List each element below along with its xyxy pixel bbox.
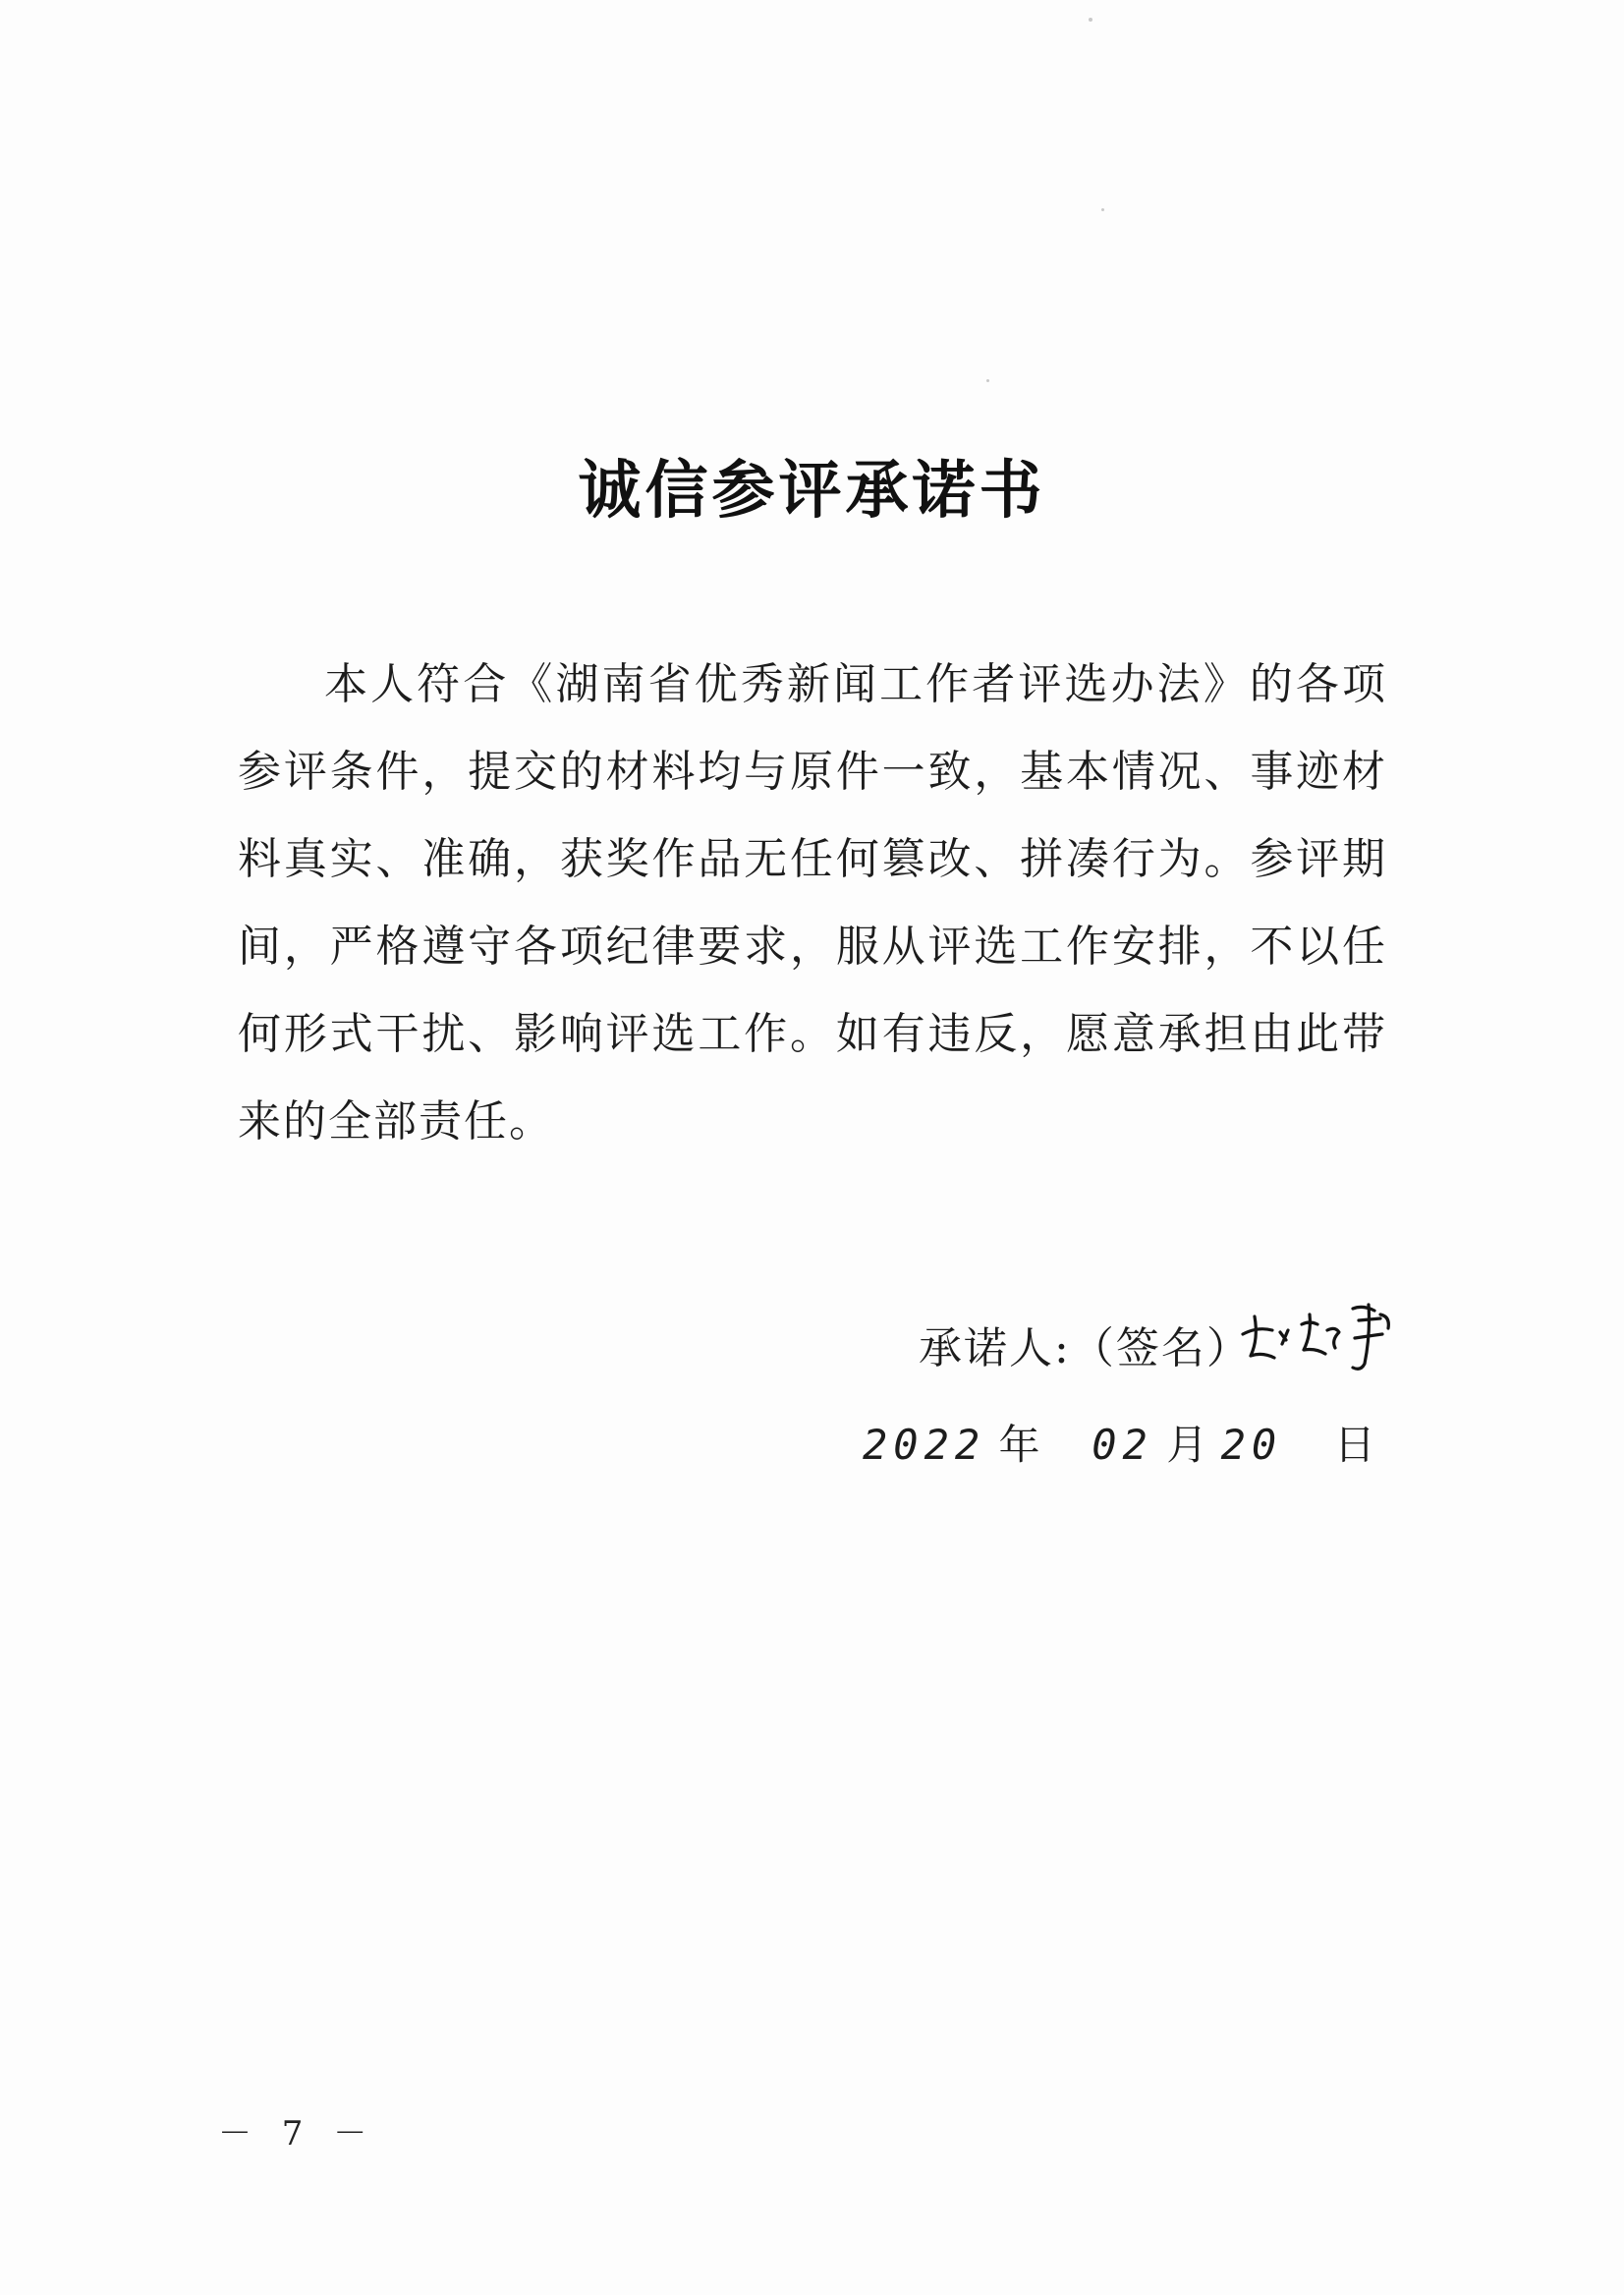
date-month-unit: 月 bbox=[1166, 1421, 1208, 1469]
signature-label-text: 承诺人:（签名） bbox=[919, 1323, 1252, 1373]
page-number: － 7 － bbox=[218, 2114, 377, 2154]
scan-speck bbox=[986, 379, 989, 382]
date-year: 2022 bbox=[863, 1421, 986, 1469]
date-day: 20 bbox=[1220, 1421, 1283, 1469]
date-month: 02 bbox=[1092, 1421, 1153, 1469]
page-title: 诚信参评承诺书 bbox=[578, 455, 1046, 528]
date-year-unit: 年 bbox=[998, 1421, 1040, 1469]
handwritten-signature bbox=[1233, 1295, 1429, 1383]
scan-speck bbox=[1101, 208, 1104, 211]
signature-label bbox=[919, 1313, 1252, 1375]
date-day-unit: 日 bbox=[1333, 1421, 1375, 1469]
date-line bbox=[863, 1413, 1375, 1472]
commitment-paragraph: 本人符合《湖南省优秀新闻工作者评选办法》的各项参评条件，提交的材料均与原件一致，基本情况、事迹材料真实、准确，获奖作品无任何篡改、拼凑行为。参评期间，严格遵守各项纪律要求，服从评选工作安排，不以任何形式干扰、影响评选工作。如有违反，愿意承担由此带来的全部责任。 bbox=[238, 659, 1387, 1147]
scan-speck bbox=[1089, 18, 1092, 22]
